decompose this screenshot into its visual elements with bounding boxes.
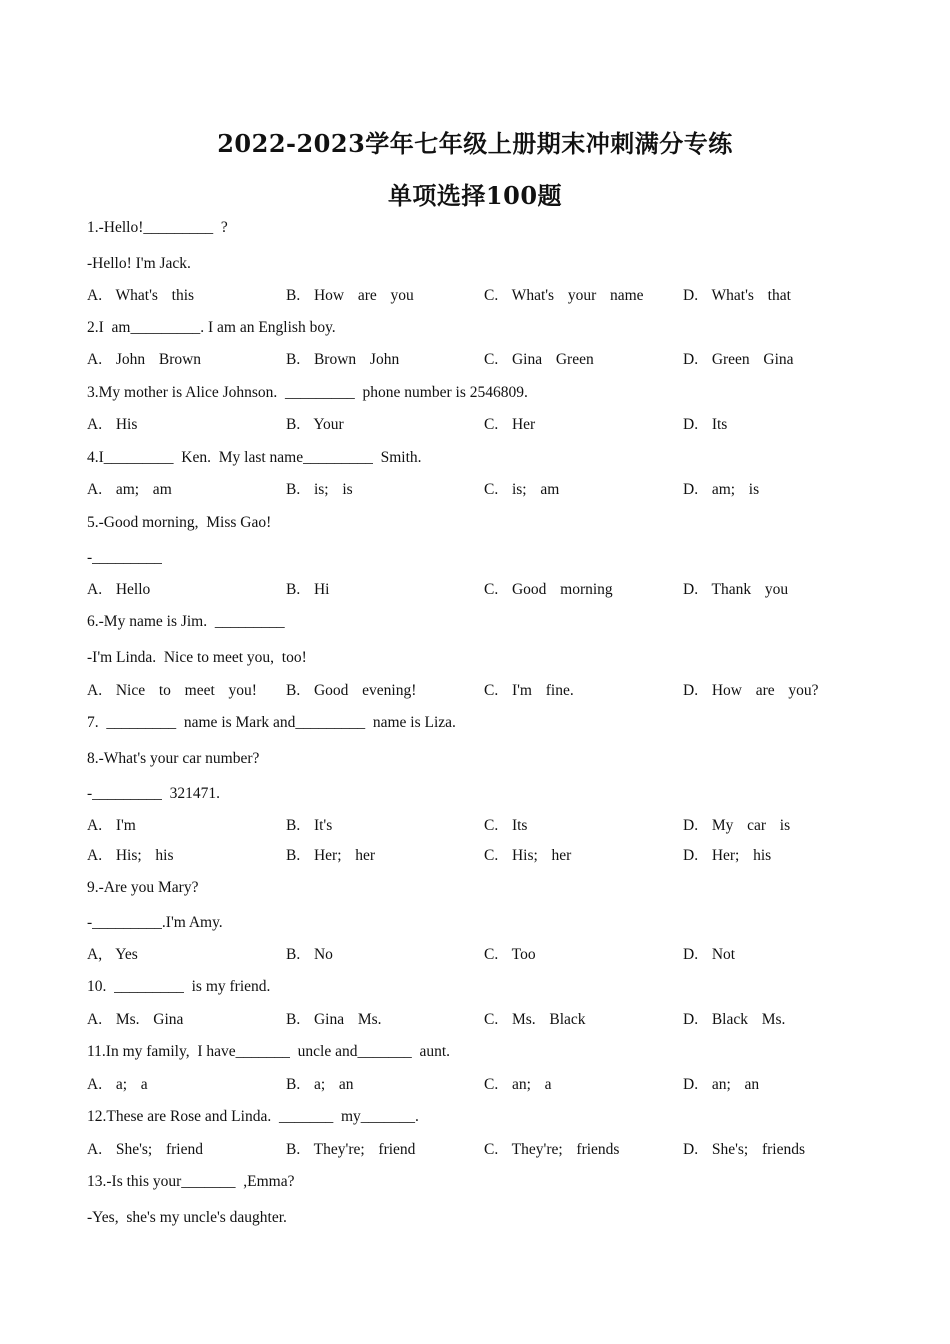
question-13-reply: -Yes, she's my uncle's daughter. [87, 1209, 287, 1226]
question-3-options [0, 415, 950, 435]
question-8-text: 8.-What's your car number? [87, 750, 260, 767]
option-d: D. am; is [683, 481, 760, 498]
option-b: B. is; is [286, 481, 353, 498]
question-1-text: 1.-Hello!_________ ? [87, 219, 228, 236]
option-a: A. What's this [87, 287, 195, 304]
question-6-text: 6.-My name is Jim. _________ [87, 613, 285, 630]
option-a: A. am; am [87, 481, 172, 498]
option-c: C. They're; friends [484, 1141, 620, 1158]
option-d: D. What's that [683, 287, 791, 304]
option-d: D. Her; his [683, 847, 772, 864]
question-7-options [0, 846, 950, 866]
question-4-options [0, 480, 950, 500]
question-1-reply: -Hello! I'm Jack. [87, 255, 191, 272]
option-c: C. Its [484, 817, 528, 834]
question-4-text: 4.I_________ Ken. My last name_________ Smith. [87, 449, 422, 466]
question-3-text: 3.My mother is Alice Johnson. _________ phone number is 2546809. [87, 384, 528, 401]
question-8-options [0, 816, 950, 836]
option-c: C. Gina Green [484, 351, 594, 368]
document-subtitle: 单项选择100题 [387, 181, 563, 210]
option-b: B. No [286, 946, 333, 963]
option-a: A. Hello [87, 581, 151, 598]
question-8-reply: -_________ 321471. [87, 785, 221, 802]
question-11-options [0, 1075, 950, 1095]
option-b: B. a; an [286, 1076, 354, 1093]
question-1-options [0, 286, 950, 306]
question-9-reply: -_________.I'm Amy. [87, 914, 223, 931]
document-title: 2022-2023学年七年级上册期末冲刺满分专练 [217, 129, 733, 158]
question-10-options [0, 1010, 950, 1030]
option-a: A. John Brown [87, 351, 202, 368]
option-c: C. an; a [484, 1076, 552, 1093]
option-d: D. Green Gina [683, 351, 794, 368]
question-2-text: 2.I am_________. I am an English boy. [87, 319, 336, 336]
option-b: B. Good evening! [286, 682, 417, 699]
option-d: D. How are you? [683, 682, 819, 699]
option-c: C. Ms. Black [484, 1011, 586, 1028]
question-12-options [0, 1140, 950, 1160]
option-d: D. Thank you [683, 581, 789, 598]
option-a: A. Nice to meet you! [87, 682, 257, 699]
option-b: B. They're; friend [286, 1141, 416, 1158]
option-b: B. Brown John [286, 351, 400, 368]
option-d: D. Its [683, 416, 728, 433]
option-a: A. a; a [87, 1076, 148, 1093]
option-a: A. Ms. Gina [87, 1011, 184, 1028]
option-a: A, Yes [87, 946, 138, 963]
option-a: A. His [87, 416, 138, 433]
question-9-text: 9.-Are you Mary? [87, 879, 199, 896]
option-c: C. Her [484, 416, 536, 433]
question-10-text: 10. _________ is my friend. [87, 978, 271, 995]
option-d: D. an; an [683, 1076, 760, 1093]
question-7-text: 7. _________ name is Mark and_________ name is Liza. [87, 714, 456, 731]
option-d: D. She's; friends [683, 1141, 805, 1158]
question-9-options [0, 945, 950, 965]
option-b: B. Gina Ms. [286, 1011, 382, 1028]
option-b: B. How are you [286, 287, 414, 304]
option-b: B. Her; her [286, 847, 376, 864]
question-11-text: 11.In my family, I have_______ uncle and_______ aunt. [87, 1043, 451, 1060]
question-12-text: 12.These are Rose and Linda. _______ my_______. [87, 1108, 419, 1125]
option-c: C. Too [484, 946, 536, 963]
question-13-text: 13.-Is this your_______ ,Emma? [87, 1173, 295, 1190]
option-b: B. Hi [286, 581, 330, 598]
option-c: C. What's your name [484, 287, 644, 304]
option-b: B. It's [286, 817, 333, 834]
option-c: C. is; am [484, 481, 560, 498]
question-2-options [0, 350, 950, 370]
option-d: D. My car is [683, 817, 791, 834]
question-6-options [0, 681, 950, 701]
option-c: C. His; her [484, 847, 572, 864]
option-c: C. Good morning [484, 581, 613, 598]
option-c: C. I'm fine. [484, 682, 574, 699]
question-6-reply: -I'm Linda. Nice to meet you, too! [87, 649, 307, 666]
option-d: D. Black Ms. [683, 1011, 786, 1028]
option-a: A. I'm [87, 817, 136, 834]
question-5-text: 5.-Good morning, Miss Gao! [87, 514, 272, 531]
question-5-options [0, 580, 950, 600]
option-a: A. She's; friend [87, 1141, 203, 1158]
option-b: B. Your [286, 416, 344, 433]
question-5-reply: -_________ [87, 549, 162, 566]
option-d: D. Not [683, 946, 736, 963]
option-a: A. His; his [87, 847, 174, 864]
